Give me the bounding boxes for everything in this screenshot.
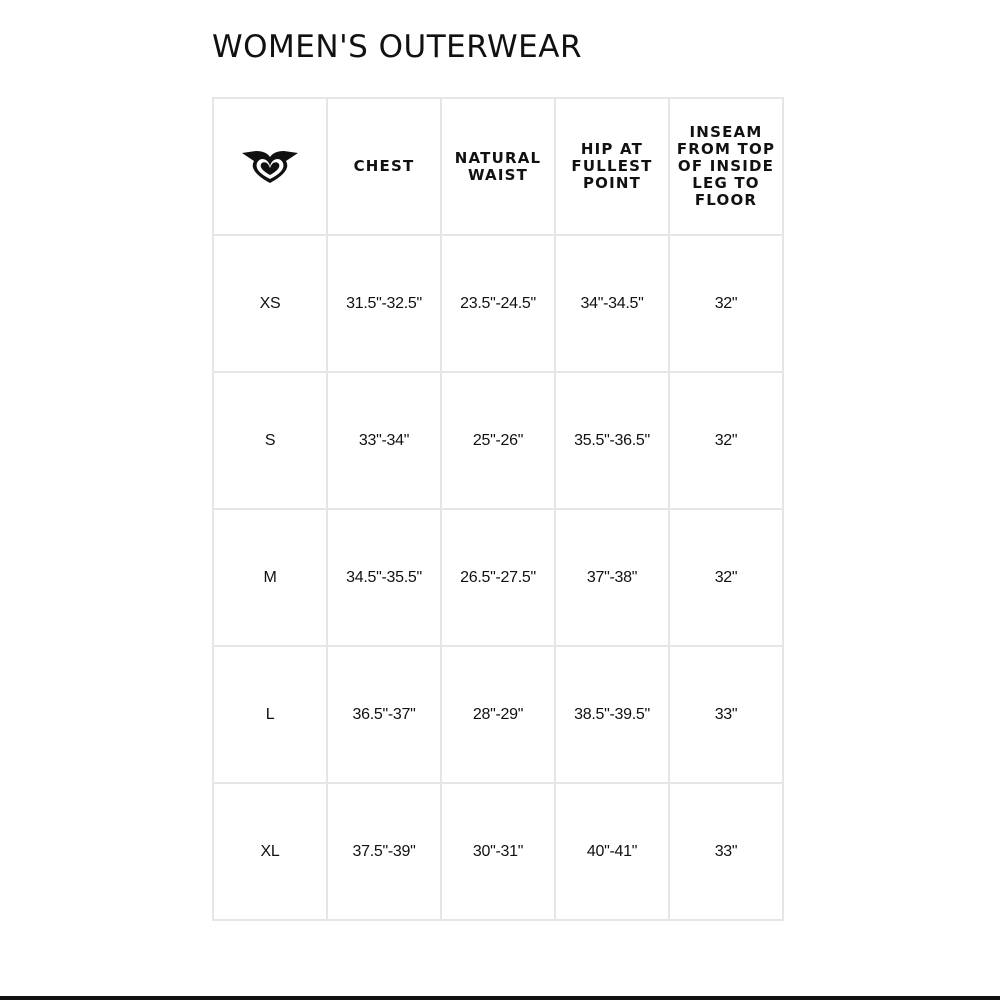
column-header-hip: HIP AT FULLEST POINT	[555, 98, 669, 235]
size-chart-table	[212, 97, 784, 921]
waist-cell: 28"-29"	[441, 646, 555, 783]
column-header-natural-waist: NATURAL WAIST	[441, 98, 555, 235]
logo-header-cell	[213, 98, 327, 235]
column-header-inseam: INSEAM FROM TOP OF INSIDE LEG TO FLOOR	[669, 98, 783, 235]
chest-cell: 31.5"-32.5"	[327, 235, 441, 372]
inseam-cell: 32"	[669, 372, 783, 509]
waist-cell: 23.5"-24.5"	[441, 235, 555, 372]
chest-cell: 36.5"-37"	[327, 646, 441, 783]
size-cell: XL	[213, 783, 327, 920]
inseam-cell: 33"	[669, 646, 783, 783]
bottom-divider	[0, 996, 1000, 1000]
chest-cell: 34.5"-35.5"	[327, 509, 441, 646]
waist-cell: 26.5"-27.5"	[441, 509, 555, 646]
roxy-heart-logo-icon	[240, 149, 300, 185]
inseam-cell: 32"	[669, 509, 783, 646]
chest-cell: 37.5"-39"	[327, 783, 441, 920]
table-row	[213, 372, 783, 509]
inseam-cell: 32"	[669, 235, 783, 372]
hip-cell: 38.5"-39.5"	[555, 646, 669, 783]
inseam-cell: 33"	[669, 783, 783, 920]
page-title: WOMEN'S OUTERWEAR	[212, 29, 583, 65]
table-row	[213, 783, 783, 920]
hip-cell: 37"-38"	[555, 509, 669, 646]
size-cell: L	[213, 646, 327, 783]
column-header-chest: CHEST	[327, 98, 441, 235]
table-row	[213, 509, 783, 646]
chest-cell: 33"-34"	[327, 372, 441, 509]
waist-cell: 30"-31"	[441, 783, 555, 920]
size-cell: XS	[213, 235, 327, 372]
header-row	[213, 98, 783, 235]
size-cell: S	[213, 372, 327, 509]
hip-cell: 40"-41"	[555, 783, 669, 920]
waist-cell: 25"-26"	[441, 372, 555, 509]
hip-cell: 34"-34.5"	[555, 235, 669, 372]
hip-cell: 35.5"-36.5"	[555, 372, 669, 509]
table-row	[213, 646, 783, 783]
size-cell: M	[213, 509, 327, 646]
table-row	[213, 235, 783, 372]
